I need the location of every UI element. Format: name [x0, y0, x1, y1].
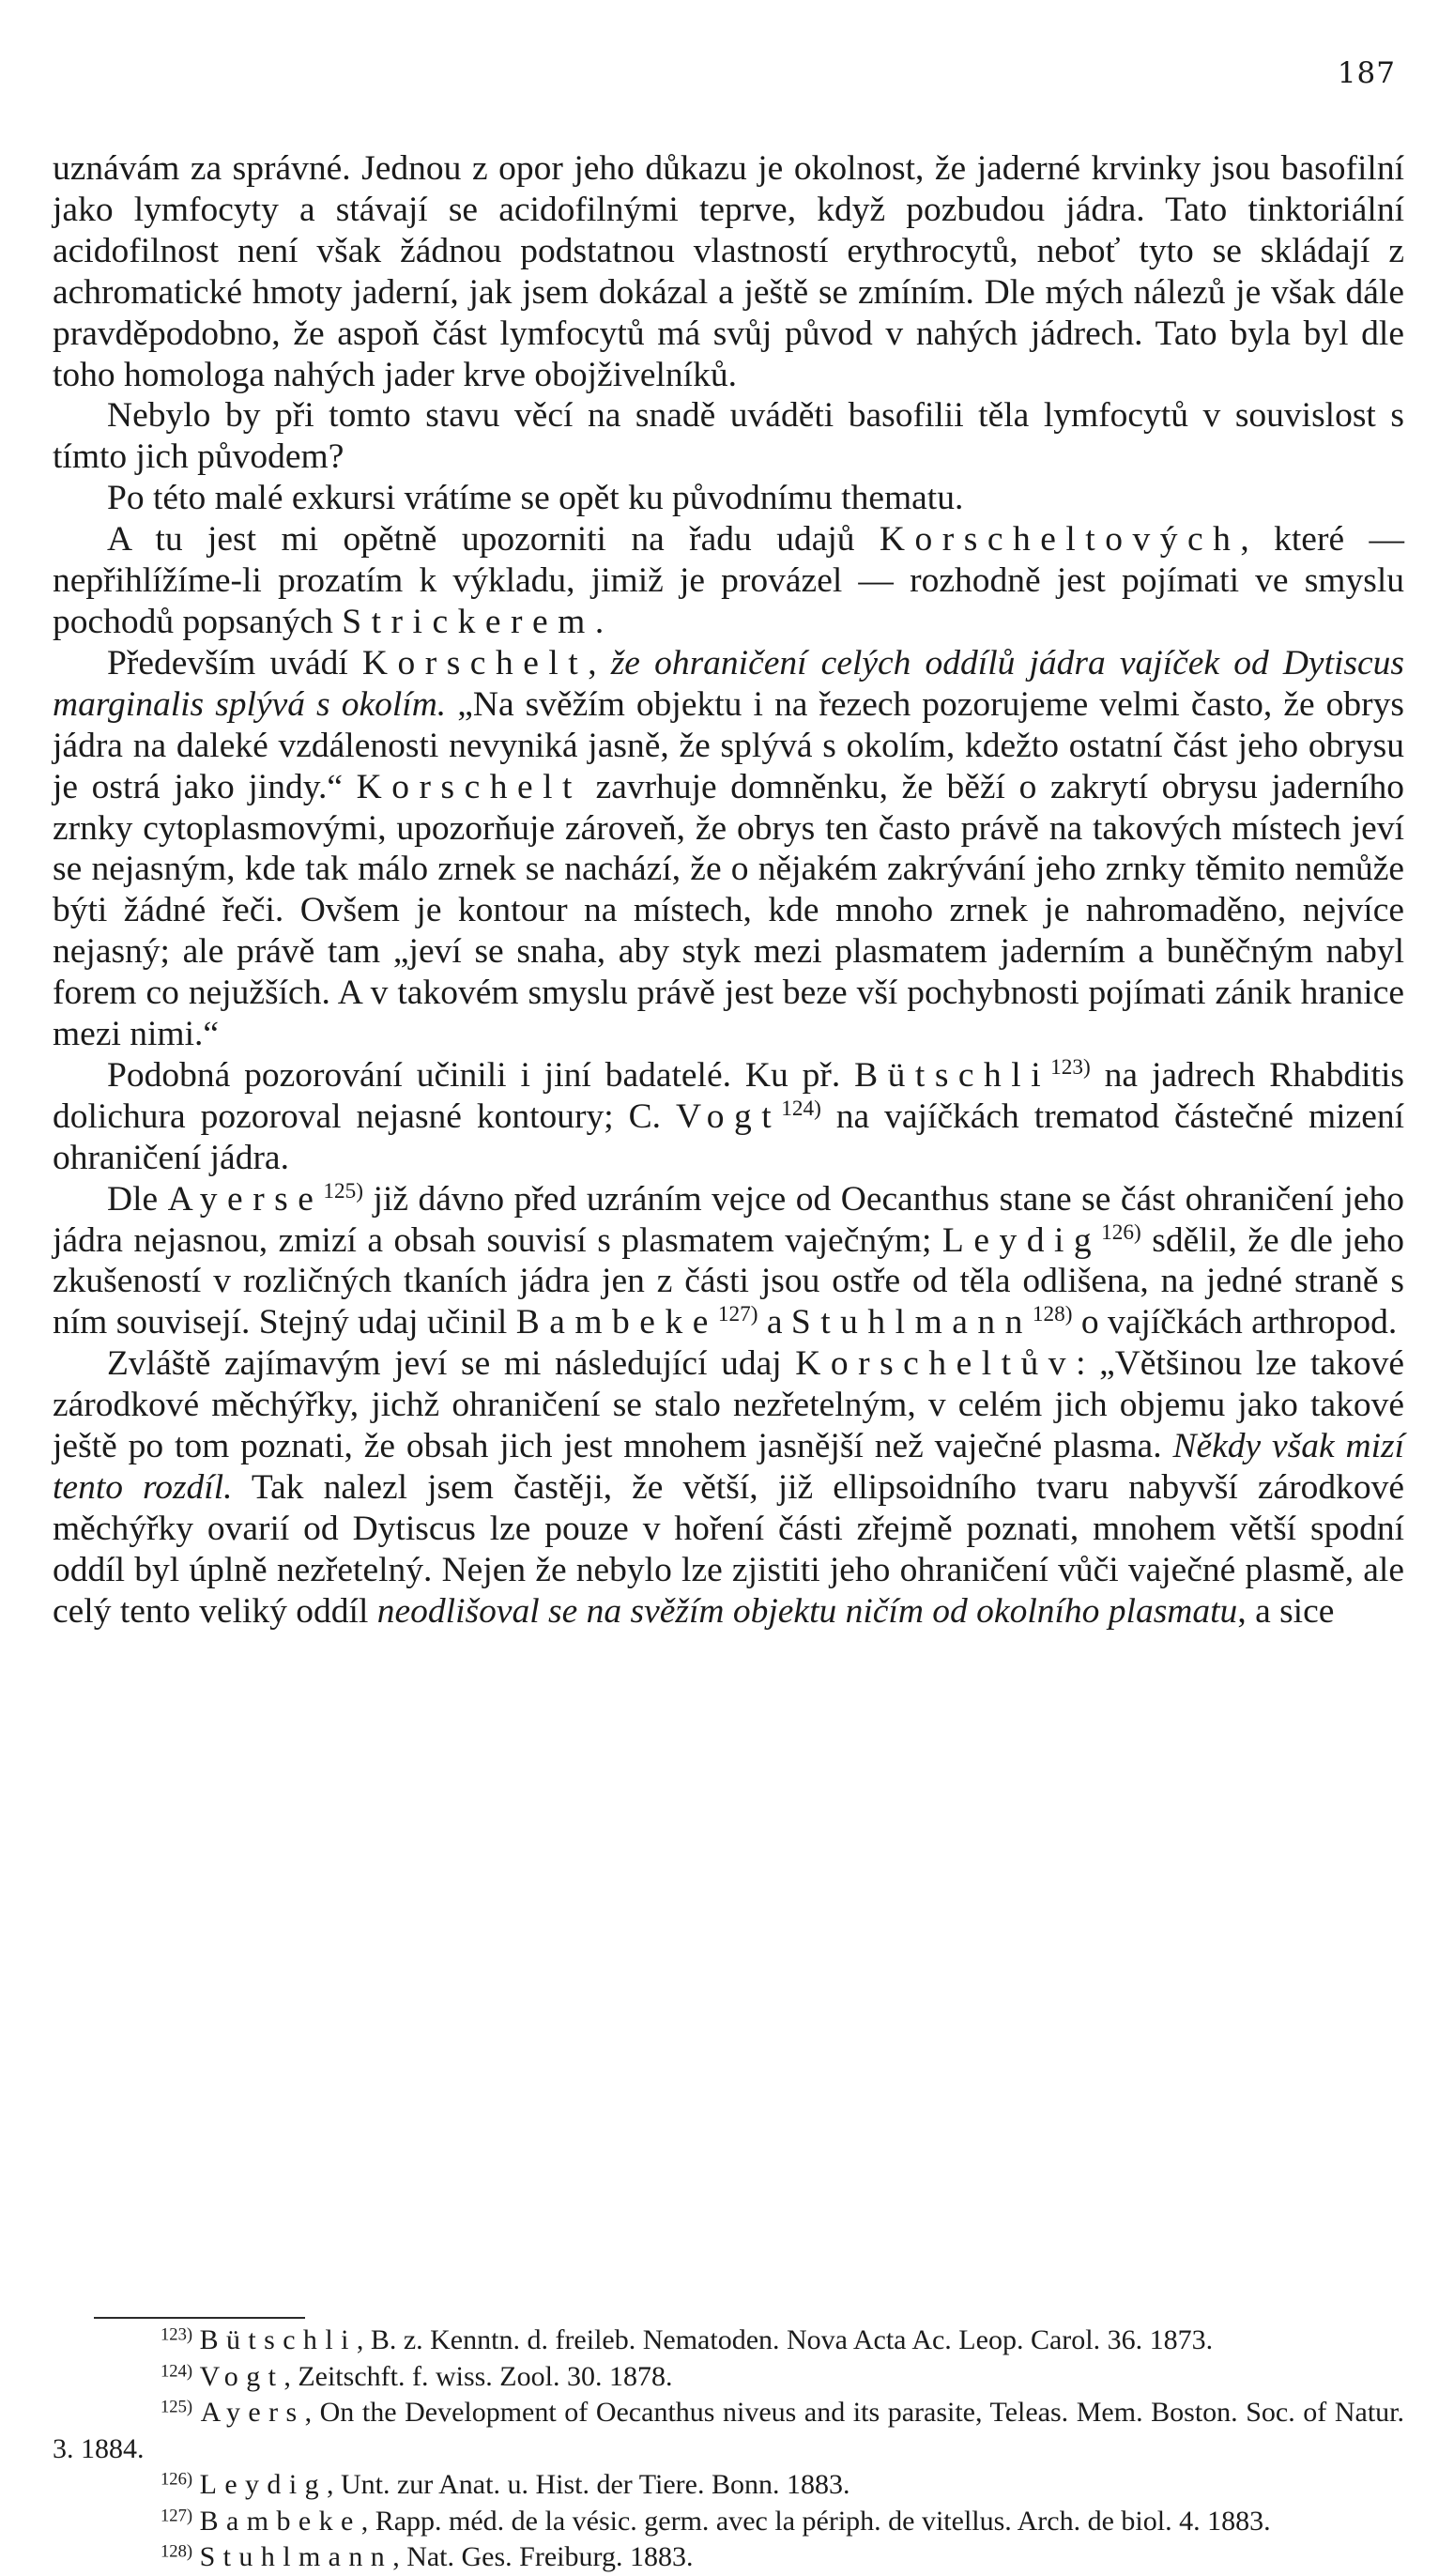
spaced-author-name: Vogt: [676, 1096, 782, 1136]
footnotes: [53, 2323, 1404, 2576]
spaced-author-name: Korscheltových: [879, 520, 1241, 560]
footnote: [53, 2467, 1404, 2504]
spaced-author-name: Bütschli: [854, 1055, 1051, 1095]
text-run: , Unt. zur Anat. u. Hist. der Tiere. Bonn. 1883.: [326, 2469, 850, 2500]
spaced-author-name: Stuhlmann: [790, 1303, 1033, 1342]
text-run: na jadrech Rhabditis dolichura pozoroval nejasné kontoury; C.: [53, 1055, 1404, 1136]
text-run: zavrhuje domněnku, že běží o zakrytí obrysu jaderního zrnky cytoplasmovými, upozorňuje zároveň, že obrys ten často právě na takových místech jeví se nejasným, kde tak málo zrnek se nachází, že o nějakém zakrývání jeho zrnky těmito nemůže býti žádné řeči. Ovšem je kontour na místech, kde mnoho zrnek je nahromaděno, nejvíce nejasný; ale právě tam „jeví se snaha, aby styk mezi plasmatem jaderním a buněčným nabyl forem co nejužších. A v takovém smyslu právě jest beze vší pochybnosti pojímati zánik hranice mezi nimi.“: [53, 767, 1404, 1054]
page-number: 187: [1337, 56, 1396, 90]
paragraph: [53, 478, 1404, 519]
italic-emphasis: že ohraničení celých oddílů jádra vajíček od Dytiscus marginalis splývá s okolím.: [53, 643, 1404, 724]
footnote: [53, 2359, 1404, 2396]
text-run: , které — nepřihlížíme-li prozatím k výkladu, jimiž je provázel — rozhodně jest pojímati ve smyslu pochodů popsaných: [53, 520, 1404, 641]
text-run: [192, 2541, 200, 2572]
footnote-marker: 126): [1101, 1219, 1141, 1245]
text-run: sdělil, že dle jeho zkušeností v rozličných tkaních jádra jen z části jsou ostře od těla odlišena, na jedné straně s ním souvisejí. Stejný udaj učinil: [53, 1220, 1404, 1342]
footnote-marker: 124): [781, 1096, 821, 1122]
italic-emphasis: neodlišoval se na svěžím objektu ničím od okolního plasmatu: [376, 1591, 1238, 1631]
text-run: na vajíčkách trematod částečné mizení ohraničení jádra.: [53, 1096, 1405, 1177]
footnote: [53, 2539, 1404, 2576]
text-run: „Na svěžím objektu i na řezech pozorujeme velmi často, že obrys jádra na daleké vzdálenosti nevyniká jasně, že splývá s okolím, kdežto ostatní část jeho obrysu je ostrá jako jindy.“: [53, 684, 1404, 806]
footnote-marker: 123): [1050, 1055, 1091, 1081]
text-run: , Zeitschft. f. wiss. Zool. 30. 1878.: [283, 2360, 673, 2392]
spaced-author-name: Bütschli: [199, 2324, 357, 2355]
spaced-author-name: Vogt: [199, 2360, 284, 2392]
spaced-author-name: Korschelt: [361, 643, 589, 682]
text-run: , Nat. Ges. Freiburg. 1883.: [392, 2541, 694, 2572]
text-run: , Rapp. méd. de la vésic. germ. avec la périph. de vitellus. Arch. de biol. 4. 1883.: [360, 2505, 1271, 2537]
footnote-marker: 125): [323, 1178, 364, 1204]
text-run: [192, 2469, 200, 2500]
paragraph: [53, 1343, 1404, 1632]
text-run: , a sice: [1237, 1591, 1335, 1631]
text-run: A tu jest mi opětně upozorniti na řadu udajů: [107, 520, 880, 560]
spaced-author-name: Leydig: [199, 2469, 327, 2500]
footnote-number: 126): [161, 2469, 193, 2490]
body-text: [53, 148, 1404, 1633]
text-run: [192, 2361, 200, 2392]
footnote-number: 125): [161, 2397, 193, 2417]
text-run: Podobná pozorování učinili i jiní badatelé. Ku př.: [107, 1055, 855, 1095]
footnote-number: 123): [161, 2324, 193, 2345]
footnote-number: 124): [161, 2361, 193, 2382]
footnote-marker: 128): [1032, 1302, 1073, 1327]
paragraph: [53, 148, 1404, 395]
text-run: .: [594, 602, 605, 641]
text-run: Nebylo by při tomto stavu věcí na snadě uváděti basofilii těla lymfocytů v souvislost s tímto jich původem?: [53, 396, 1404, 477]
footnote-separator: [94, 2317, 305, 2319]
footnote-number: 127): [161, 2506, 193, 2526]
text-run: Po této malé exkursi vrátíme se opět ku původnímu thematu.: [107, 479, 964, 518]
spaced-author-name: Leydig: [941, 1220, 1102, 1260]
text-run: , B. z. Kenntn. d. freileb. Nematoden. Nova Acta Ac. Leop. Carol. 36. 1873.: [356, 2324, 1214, 2355]
text-run: Především uvádí: [107, 643, 362, 682]
spaced-author-name: Bambeke: [515, 1303, 718, 1342]
text-run: a: [758, 1303, 791, 1342]
paragraph: [53, 519, 1404, 643]
footnote: [53, 2323, 1404, 2359]
text-run: , On the Development of Oecanthus niveus and its parasite, Teleas. Mem. Boston. Soc. of Natur. 3. 1884.: [53, 2397, 1404, 2464]
spaced-author-name: Korschelt: [356, 767, 582, 806]
text-run: Dle: [107, 1179, 168, 1219]
text-run: [192, 2506, 200, 2537]
spaced-author-name: Ayers: [200, 2397, 305, 2428]
spaced-author-name: Bambeke: [199, 2505, 361, 2537]
italic-emphasis: Někdy však mizí tento rozdíl.: [53, 1427, 1404, 1507]
spaced-author-name: Ayerse: [167, 1179, 324, 1219]
text-run: již dávno před uzráním vejce od Oecanthus stane se část ohraničení jeho jádra nejasnou, zmizí a obsah souvisí s plasmatem vaječným;: [53, 1179, 1404, 1260]
text-run: Zvláště zajímavým jeví se mi následující udaj: [107, 1344, 796, 1384]
text-run: [192, 2397, 201, 2428]
text-run: [192, 2324, 200, 2355]
paragraph: [53, 1179, 1404, 1344]
text-run: ,: [588, 643, 611, 682]
text-run: o vajíčkách arthropod.: [1072, 1303, 1398, 1342]
paragraph: [53, 395, 1404, 478]
footnote: [53, 2395, 1404, 2467]
spaced-author-name: Stuhlmann: [199, 2541, 393, 2572]
text-run: Tak nalezl jsem častěji, že větší, již ellipsoidního tvaru nabyvší zárodkové měchýřky ovarií od Dytiscus lze pouze v hoření části zřejmě poznati, mnohem větší spodní oddíl byl úplně nezřetelný. Nejen že nebylo lze zjistiti jeho ohraničení vůči vaječné plasmě, ale celý tento veliký oddíl: [53, 1468, 1404, 1631]
footnote: [53, 2504, 1404, 2540]
spaced-author-name: Korscheltův: [795, 1344, 1077, 1384]
footnote-marker: 127): [717, 1302, 758, 1327]
footnote-number: 128): [161, 2541, 193, 2562]
text-run: uznávám za správné. Jednou z opor jeho důkazu je okolnost, že jaderné krvinky jsou basofilní jako lymfocyty a stávají se acidofilnými teprve, když pozbudou jádra. Tato tinktoriální acidofilnost není však žádnou podstatnou vlastností erythrocytů, neboť tyto se skládají z achromatické hmoty jaderní, jak jsem dokázal a ještě se zmíním. Dle mých nálezů je však dále pravděpodobno, že aspoň část lymfocytů má svůj původ v nahých jádrech. Tato byla byl dle toho homologa nahých jader krve obojživelníků.: [53, 149, 1404, 394]
spaced-author-name: Strickerem: [342, 602, 595, 641]
paragraph: [53, 1055, 1404, 1179]
paragraph: [53, 643, 1404, 1055]
text-run: : „Většinou lze takové zárodkové měchýřky, jichž ohraničení se stalo nezřetelným, v celém jich objemu jako takové ještě po tom poznati, že obsah jich jest mnohem jasnější než vaječné plasma.: [53, 1344, 1404, 1466]
